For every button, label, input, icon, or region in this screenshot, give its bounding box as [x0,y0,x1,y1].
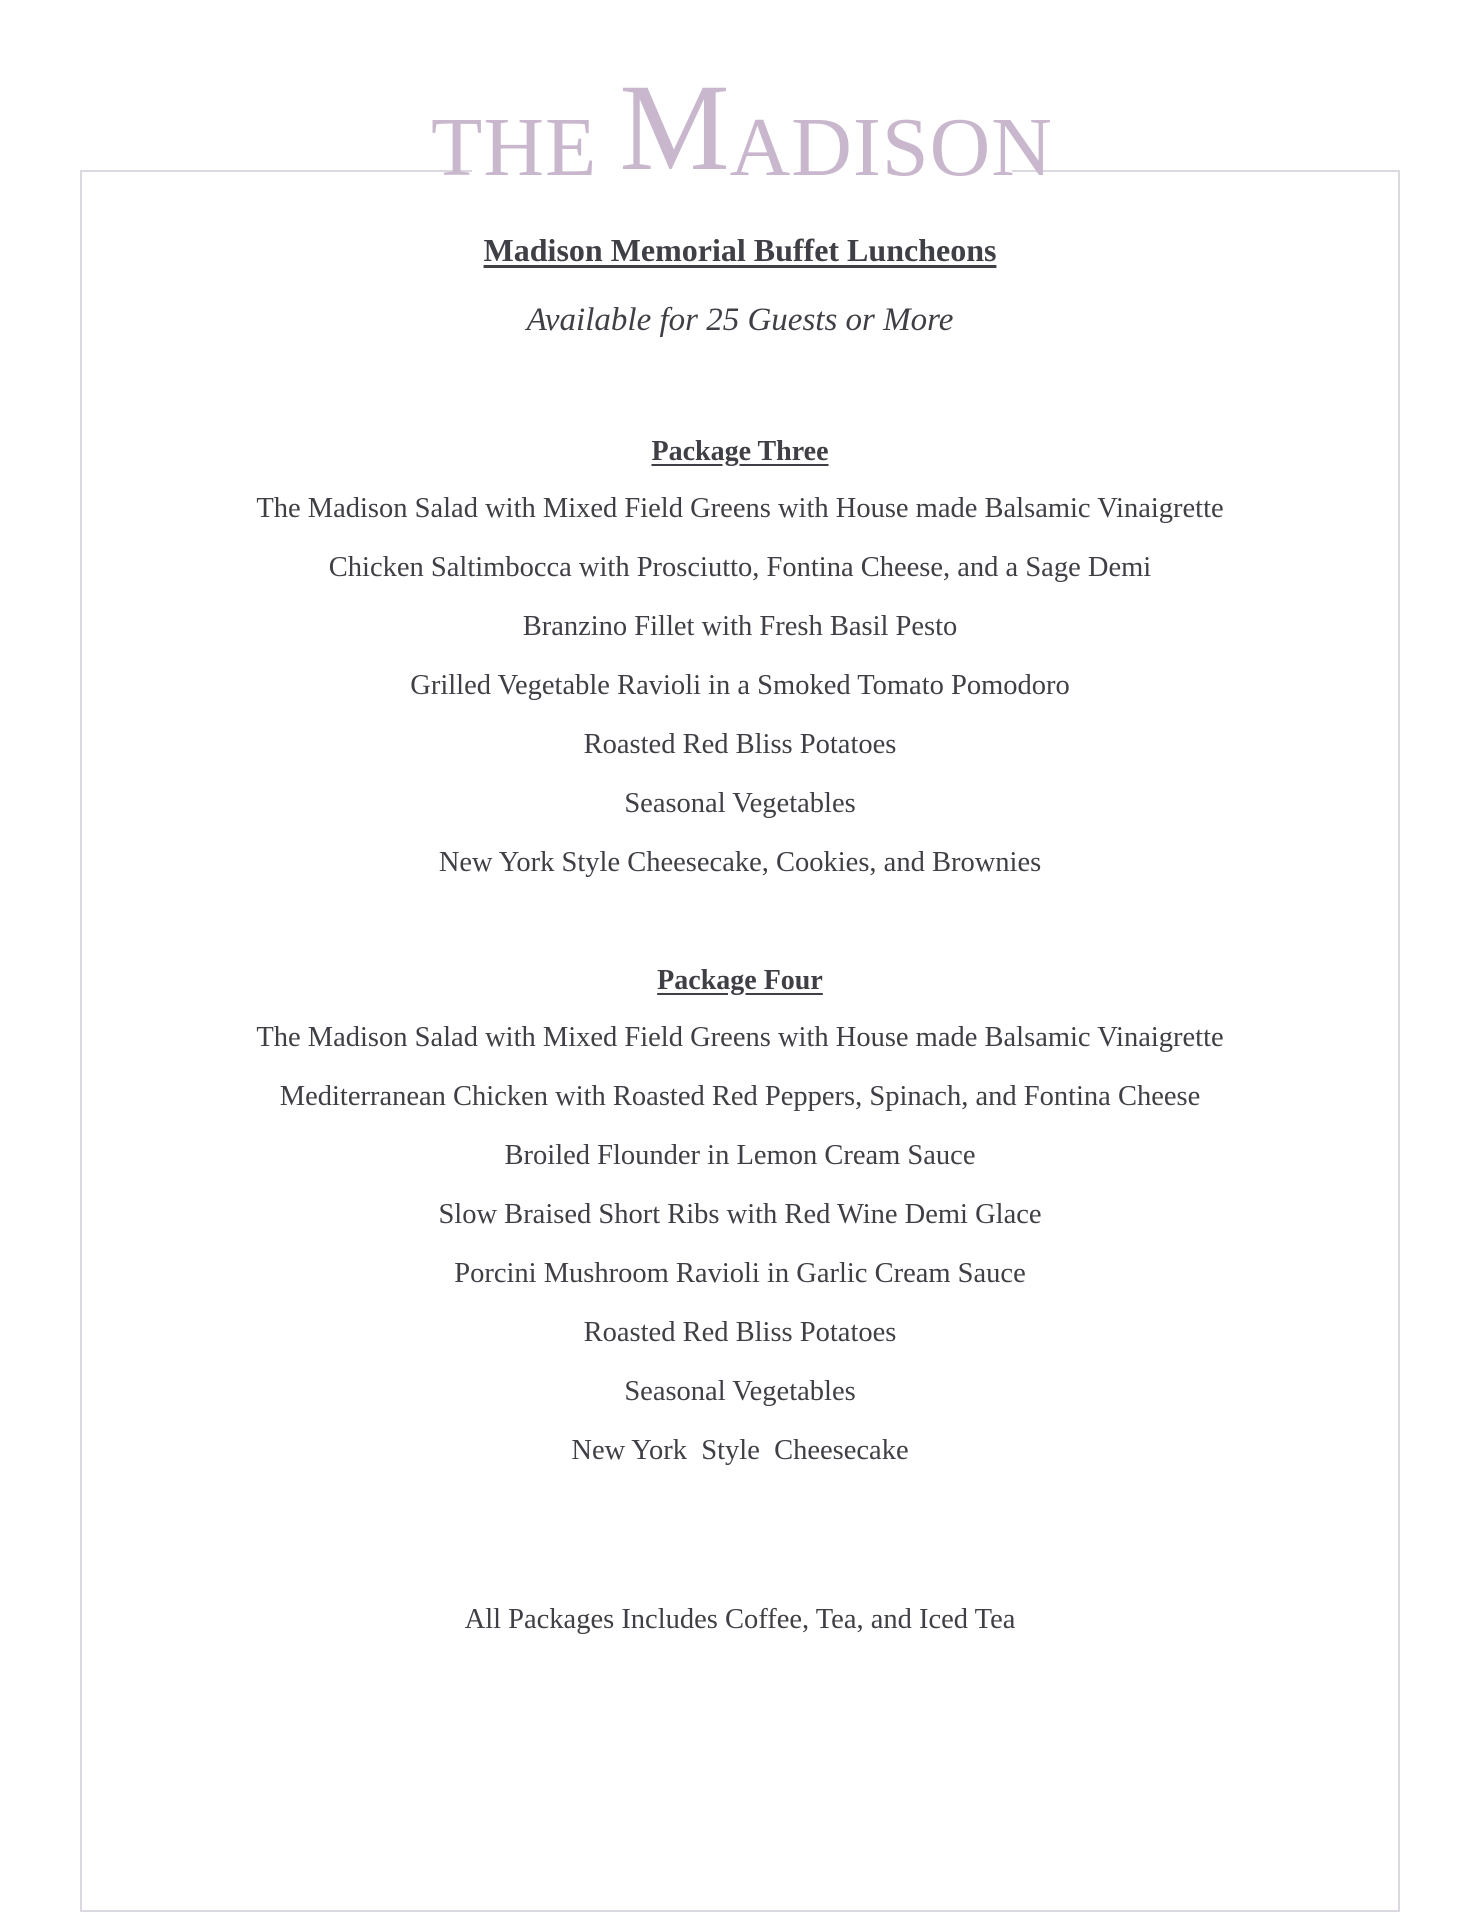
footer-note: All Packages Includes Coffee, Tea, and Iced Tea [464,1604,1016,1635]
menu-item: Branzino Fillet with Fresh Basil Pesto [522,611,958,642]
page-title: Madison Memorial Buffet Luncheons [483,232,997,268]
menu-item: The Madison Salad with Mixed Field Greens with House made Balsamic Vinaigrette [256,493,1224,524]
logo-text-rest: ADISON [729,101,1053,194]
menu-item: Seasonal Vegetables [624,788,856,819]
menu-item: Seasonal Vegetables [624,1376,856,1407]
menu-item: Grilled Vegetable Ravioli in a Smoked Tomato Pomodoro [410,670,1070,701]
package-four [80,954,1400,1480]
package-title: Package Three [651,436,829,467]
package-title: Package Four [657,965,823,996]
logo [431,59,1053,196]
menu-item: Roasted Red Bliss Potatoes [583,1317,897,1348]
menu-item: Broiled Flounder in Lemon Cream Sauce [504,1140,976,1171]
menu-item: Porcini Mushroom Ravioli in Garlic Cream Sauce [454,1258,1026,1289]
logo-initial: M [619,59,730,196]
package-three [80,425,1400,892]
menu-item: New York Style Cheesecake, Cookies, and Brownies [438,847,1042,878]
menu-item: Roasted Red Bliss Potatoes [583,729,897,760]
logo-text-the: THE [431,101,598,194]
page-subtitle: Available for 25 Guests or More [526,302,954,338]
menu-item: Mediterranean Chicken with Roasted Red Peppers, Spinach, and Fontina Cheese [279,1081,1201,1112]
menu-item: The Madison Salad with Mixed Field Greens with House made Balsamic Vinaigrette [256,1022,1224,1053]
menu-item: Chicken Saltimbocca with Prosciutto, Fontina Cheese, and a Sage Demi [328,552,1152,583]
menu-item: New York Style Cheesecake [571,1435,909,1466]
menu-item: Slow Braised Short Ribs with Red Wine Demi Glace [438,1199,1042,1230]
